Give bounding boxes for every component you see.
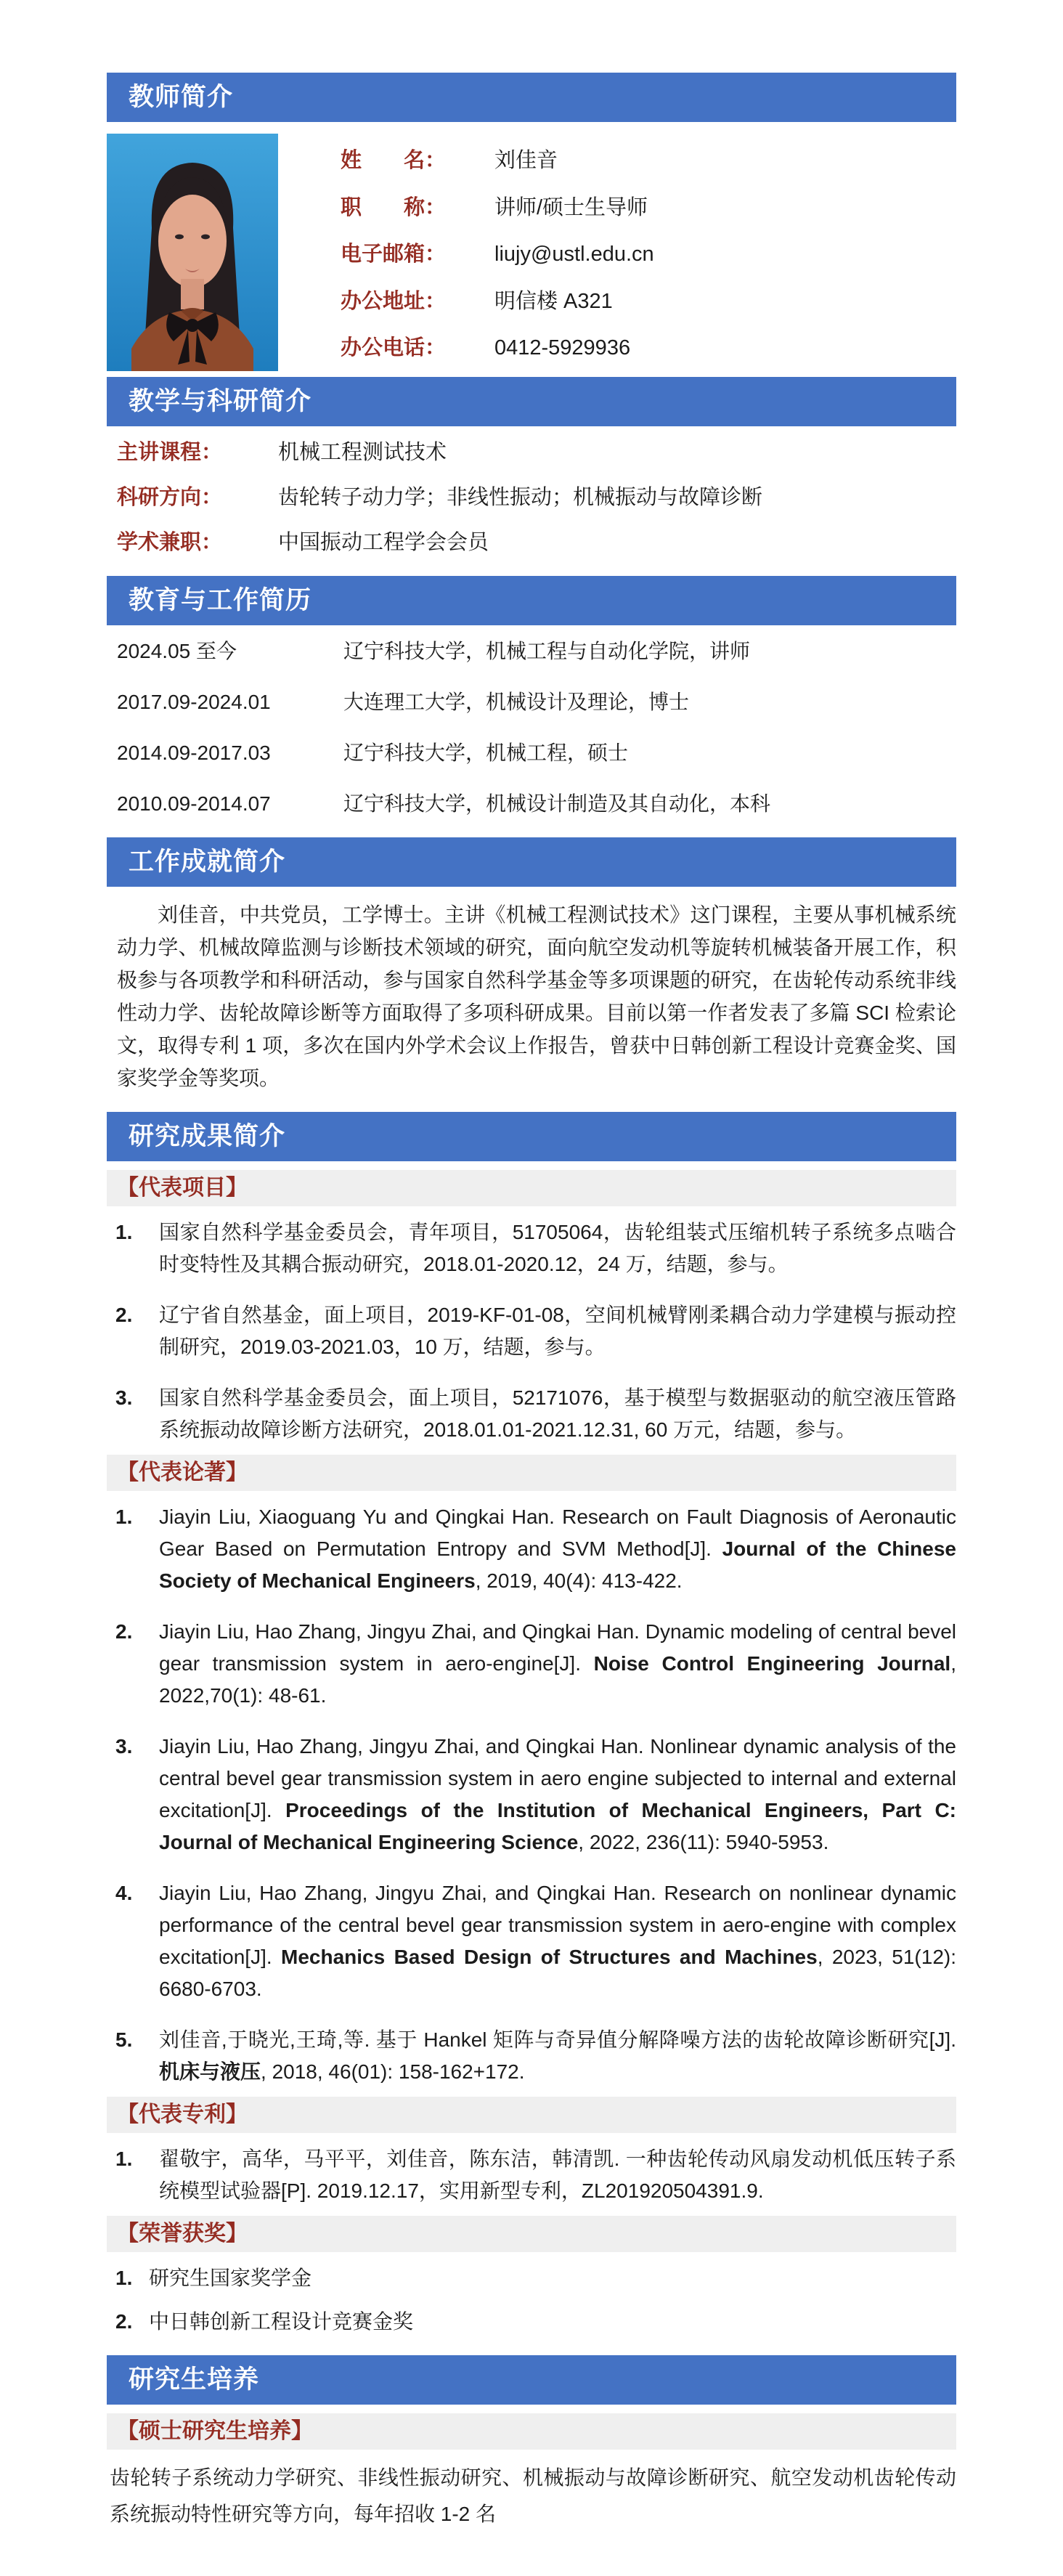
publication-item — [115, 1616, 956, 1712]
education-period: 2024.05 至今 — [117, 640, 237, 662]
project-item — [115, 1299, 956, 1363]
profile-row — [107, 134, 956, 371]
patents-list — [115, 2143, 956, 2207]
profile-field — [341, 237, 956, 267]
section-achievements — [107, 837, 956, 1094]
teacher-photo-illustration — [107, 134, 278, 371]
section-title: 教育与工作简历 — [129, 586, 312, 614]
profile-field — [341, 285, 956, 314]
profile-field — [341, 144, 956, 174]
section-title: 研究成果简介 — [129, 1122, 286, 1150]
teaching-row-label: 学术兼职： — [117, 531, 223, 554]
education-row — [117, 686, 956, 718]
publication-item-text: Jiayin Liu, Xiaoguang Yu and Qingkai Han. Research on Fault Diagnosis of Aeronautic Gear Based on Permutation Entropy and SVM Method[J]. Journal of the Chinese Society of Mechanical Engineers, 2019, 40(4): 413-422. — [159, 1506, 956, 1592]
subsection-publications-heading: 【代表论著】 — [107, 1455, 956, 1491]
education-row — [117, 635, 956, 667]
teaching-row-value: 中国振动工程学会会员 — [278, 531, 489, 554]
award-item-text: 中日韩创新工程设计竞赛金奖 — [149, 2310, 414, 2333]
section-header-achievements — [107, 837, 956, 887]
project-item-number: 2. — [115, 1304, 133, 1326]
patent-item — [115, 2143, 956, 2207]
teaching-row-label: 科研方向： — [117, 486, 223, 509]
section-title: 研究生培养 — [129, 2365, 260, 2394]
project-item-number: 3. — [115, 1386, 133, 1409]
profile-field-label: 办公地址： — [341, 289, 447, 313]
patent-item-number: 1. — [115, 2148, 133, 2170]
teaching-row — [117, 436, 956, 468]
achievements-paragraph: 刘佳音，中共党员，工学博士。主讲《机械工程测试技术》这门课程，主要从事机械系统动力学、机械故障监测与诊断技术领域的研究，面向航空发动机等旋转机械装备开展工作，积极参与各项教学和科研活动，参与国家自然科学基金等多项课题的研究，在齿轮传动系统非线性动力学、齿轮故障诊断等方面取得了多项科研成果。目前以第一作者发表了多篇 SCI 检索论文，取得专利 1 项，多次在国内外学术会议上作报告，曾获中日韩创新工程设计竞赛金奖、国家奖学金等奖项。 — [117, 903, 956, 1089]
education-rows — [117, 635, 956, 820]
profile-field-value: 讲师/硕士生导师 — [494, 195, 648, 219]
education-row — [117, 737, 956, 769]
publication-item-number: 5. — [115, 2028, 133, 2051]
project-item-text: 国家自然科学基金委员会，面上项目，52171076，基于模型与数据驱动的航空液压管路系统振动故障诊断方法研究，2018.01.01-2021.12.31, 60 万元，结题，参与。 — [159, 1386, 956, 1441]
publication-item-text: Jiayin Liu, Hao Zhang, Jingyu Zhai, and Qingkai Han. Dynamic modeling of central bevel gear transmission system in aero-engine[J]. Noise Control Engineering Journal, 2022,70(1): 48-61. — [159, 1620, 956, 1707]
section-title: 教师简介 — [129, 83, 234, 111]
section-header-education-history — [107, 576, 956, 625]
publication-item-text: Jiayin Liu, Hao Zhang, Jingyu Zhai, and Qingkai Han. Nonlinear dynamic analysis of the central bevel gear transmission system in aero engine subjected to internal and external excitation[J]. Proceedings of the Institution of Mechanical Engineers, Part C: Journal of Mechanical Engineering Science, 2022, 236(11): 5940-5953. — [159, 1735, 956, 1853]
project-item — [115, 1382, 956, 1446]
publication-item — [115, 1501, 956, 1597]
education-detail: 辽宁科技大学，机械工程，硕士 — [343, 741, 629, 764]
award-item-number: 2. — [115, 2310, 133, 2333]
profile-info — [278, 134, 956, 371]
project-item — [115, 1216, 956, 1280]
teaching-row — [117, 527, 956, 558]
publication-item-number: 4. — [115, 1882, 133, 1904]
teaching-row-value: 齿轮转子动力学；非线性振动；机械振动与故障诊断 — [278, 486, 763, 509]
subsection-awards-heading: 【荣誉获奖】 — [107, 2216, 956, 2252]
patent-item-text: 翟敬宇，高华，马平平，刘佳音，陈东洁，韩清凯. 一种齿轮传动风扇发动机低压转子系统模型试验器[P]. 2019.12.17，实用新型专利，ZL201920504391.9. — [159, 2148, 956, 2202]
profile-field-label: 电子邮箱： — [341, 243, 447, 266]
master-training-paragraph: 齿轮转子系统动力学研究、非线性振动研究、机械振动与故障诊断研究、航空发动机齿轮传动系统振动特性研究等方向，每年招收 1-2 名 — [110, 2466, 956, 2525]
education-detail: 辽宁科技大学，机械设计制造及其自动化，本科 — [343, 792, 771, 815]
publication-item — [115, 2024, 956, 2088]
award-item — [115, 2262, 956, 2294]
section-header-teacher-intro — [107, 73, 956, 122]
section-header-teaching-research — [107, 377, 956, 426]
subsection-master-training-heading: 【硕士研究生培养】 — [107, 2413, 956, 2450]
profile-field-label: 姓 名： — [341, 149, 447, 172]
teaching-row — [117, 482, 956, 513]
award-item — [115, 2306, 956, 2338]
education-period: 2010.09-2014.07 — [117, 792, 271, 815]
award-item-number: 1. — [115, 2267, 133, 2289]
publication-item-number: 3. — [115, 1735, 133, 1758]
teaching-row-label: 主讲课程： — [117, 441, 223, 464]
profile-field-value: 明信楼 A321 — [494, 289, 613, 313]
section-title: 教学与科研简介 — [129, 387, 312, 415]
project-item-number: 1. — [115, 1221, 133, 1243]
section-education-history — [107, 576, 956, 820]
education-period: 2017.09-2024.01 — [117, 691, 271, 713]
publications-list — [115, 1501, 956, 2088]
publication-item — [115, 1877, 956, 2005]
award-item-text: 研究生国家奖学金 — [149, 2267, 312, 2289]
section-title: 工作成就简介 — [129, 848, 286, 876]
profile-field-label: 职 称： — [341, 195, 447, 219]
publication-item-number: 2. — [115, 1620, 133, 1643]
section-postgraduate — [107, 2355, 956, 2532]
profile-field — [341, 331, 956, 361]
teaching-row-value: 机械工程测试技术 — [278, 441, 447, 464]
profile-field-value: 0412-5929936 — [494, 336, 631, 359]
faculty-profile-page — [107, 0, 956, 2576]
education-detail: 辽宁科技大学，机械工程与自动化学院，讲师 — [343, 640, 751, 662]
section-teaching-research — [107, 377, 956, 558]
publication-item-text: 刘佳音,于晓光,王琦,等. 基于 Hankel 矩阵与奇异值分解降噪方法的齿轮故障诊断研究[J]. 机床与液压, 2018, 46(01): 158-162+172. — [159, 2028, 956, 2083]
profile-field-value: liujy@ustl.edu.cn — [494, 243, 654, 266]
publication-item — [115, 1731, 956, 1858]
publication-item-number: 1. — [115, 1506, 133, 1528]
education-detail: 大连理工大学，机械设计及理论，博士 — [343, 691, 690, 713]
section-research-results — [107, 1112, 956, 2338]
section-header-postgraduate — [107, 2355, 956, 2405]
project-item-text: 辽宁省自然基金，面上项目，2019-KF-01-08，空间机械臂刚柔耦合动力学建模与振动控制研究，2019.03-2021.03，10 万，结题，参与。 — [159, 1304, 956, 1358]
section-header-research-results — [107, 1112, 956, 1161]
awards-list — [115, 2262, 956, 2338]
profile-field-label: 办公电话： — [341, 336, 447, 359]
teaching-rows — [117, 436, 956, 558]
profile-field — [341, 191, 956, 221]
projects-list — [115, 1216, 956, 1446]
education-row — [117, 788, 956, 820]
project-item-text: 国家自然科学基金委员会，青年项目，51705064，齿轮组装式压缩机转子系统多点啮合时变特性及其耦合振动研究，2018.01-2020.12，24 万，结题，参与。 — [159, 1221, 956, 1275]
subsection-patents-heading: 【代表专利】 — [107, 2097, 956, 2133]
profile-field-value: 刘佳音 — [494, 149, 558, 172]
section-teacher-intro — [107, 73, 956, 371]
teacher-photo — [107, 134, 278, 371]
publication-item-text: Jiayin Liu, Hao Zhang, Jingyu Zhai, and Qingkai Han. Research on nonlinear dynamic performance of the central bevel gear transmission system in aero-engine with complex excitation[J]. Mechanics Based Design of Structures and Machines, 2023, 51(12): 6680-6703. — [159, 1882, 957, 2000]
education-period: 2014.09-2017.03 — [117, 741, 271, 764]
subsection-projects-heading: 【代表项目】 — [107, 1170, 956, 1206]
